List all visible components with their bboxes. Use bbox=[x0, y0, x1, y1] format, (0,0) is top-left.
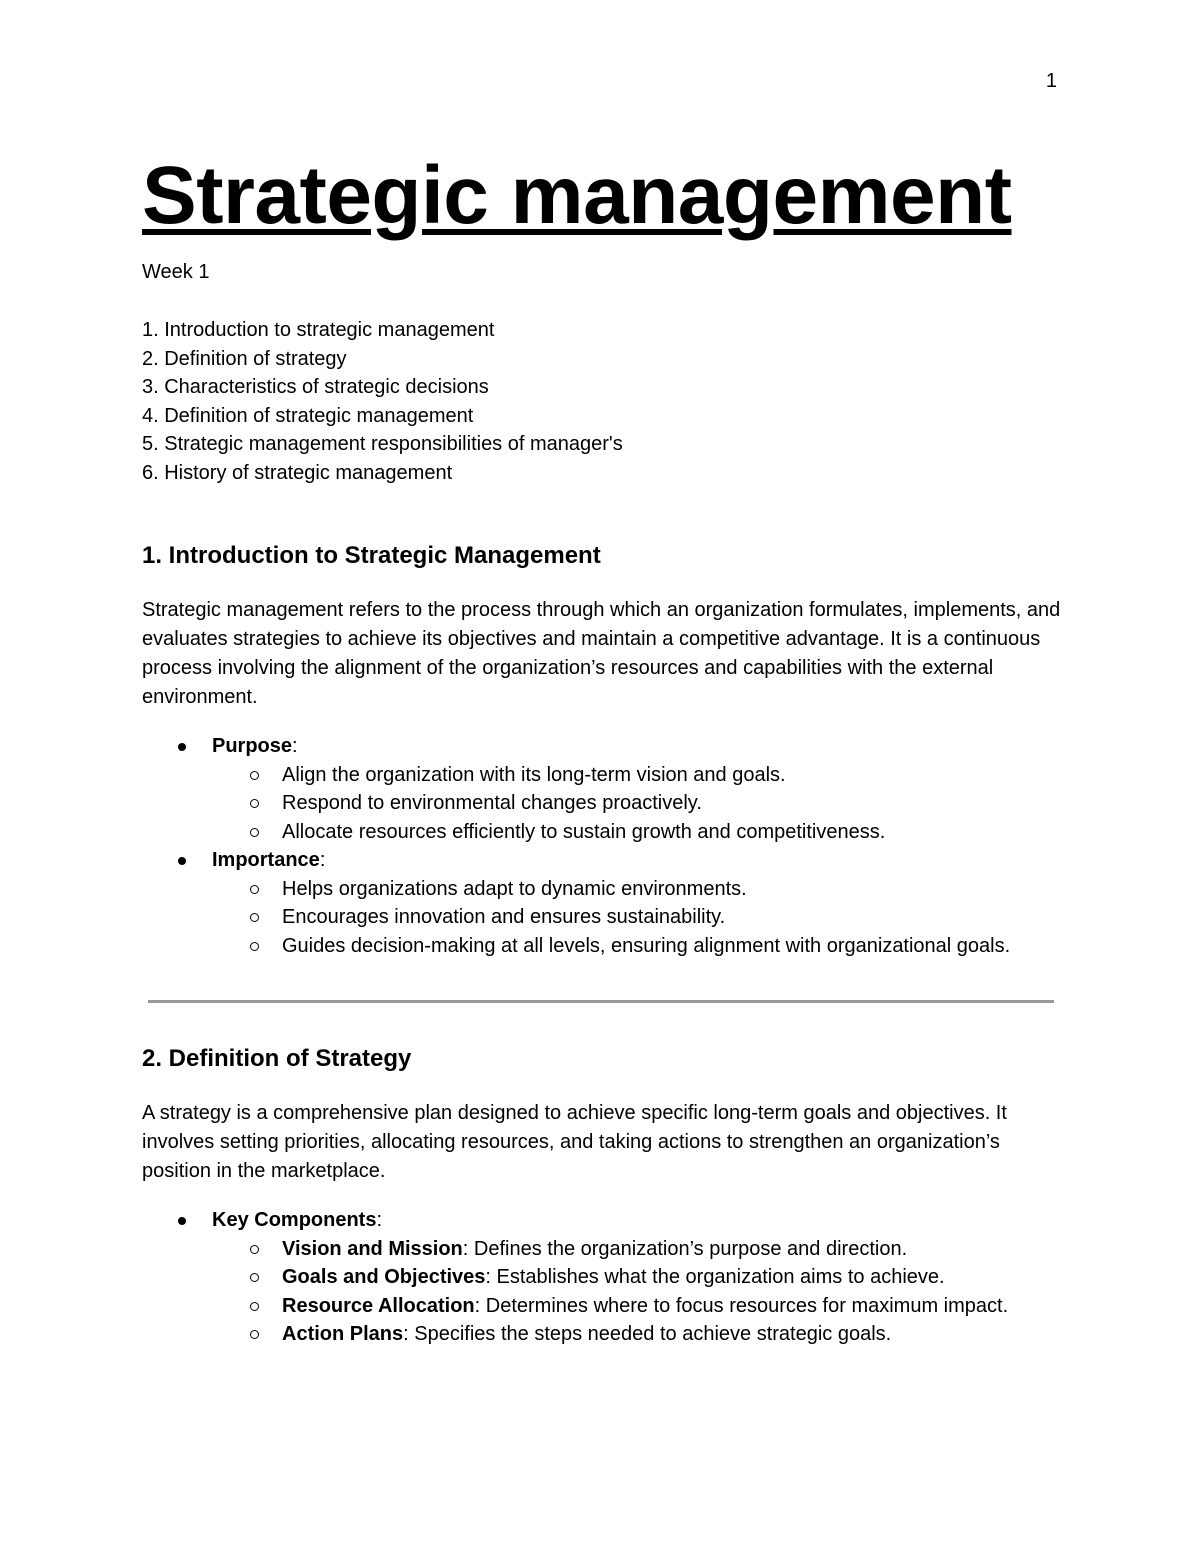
list-item bbox=[282, 932, 1062, 961]
toc-item: 6. History of strategic management bbox=[142, 461, 453, 484]
list-item bbox=[282, 818, 1062, 847]
bullet-circle-icon bbox=[250, 1273, 259, 1282]
list-item bbox=[282, 1235, 1062, 1264]
component-description: : Establishes what the organization aims to achieve. bbox=[485, 1266, 945, 1288]
list-item bbox=[282, 1320, 1062, 1349]
toc-item: 5. Strategic management responsibilities of manager's bbox=[142, 433, 623, 455]
bullet-circle-icon bbox=[250, 913, 259, 922]
bullet-circle-icon bbox=[250, 1302, 259, 1311]
component-term: Resource Allocation bbox=[282, 1294, 475, 1317]
bullet-disc-icon bbox=[178, 857, 186, 865]
toc-item: 2. Definition of strategy bbox=[142, 347, 347, 370]
section-paragraph-definition: A strategy is a comprehensive plan designed to achieve specific long-term goals and objectives. It involves setting priorities, allocating resources, and taking actions to strengthen an organization’s position in the marketplace. bbox=[142, 1102, 1007, 1182]
bullet-circle-icon bbox=[250, 1245, 259, 1254]
list-item-importance bbox=[212, 846, 1062, 960]
page-number: 1 bbox=[1045, 70, 1057, 92]
toc-item: 4. Definition of strategic management bbox=[142, 404, 474, 427]
list-item bbox=[282, 903, 1062, 932]
bullet-circle-icon bbox=[250, 799, 259, 808]
colon: : bbox=[319, 849, 326, 871]
list-item bbox=[282, 875, 1062, 904]
list-item-key-components bbox=[212, 1206, 1062, 1349]
component-description: : Determines where to focus resources for maximum impact. bbox=[474, 1294, 1009, 1317]
bullet-circle-icon bbox=[250, 942, 259, 951]
list-item bbox=[282, 1263, 1062, 1292]
importance-item-text: Guides decision-making at all levels, ensuring alignment with organizational goals. bbox=[282, 934, 1011, 957]
importance-item-text: Helps organizations adapt to dynamic environments. bbox=[282, 877, 747, 900]
section-heading-introduction: 1. Introduction to Strategic Management bbox=[142, 542, 601, 569]
definition-bullet-list bbox=[142, 1206, 1062, 1349]
key-components-label: Key Components bbox=[212, 1209, 377, 1231]
toc-item: 3. Characteristics of strategic decisions bbox=[142, 376, 489, 398]
bullet-circle-icon bbox=[250, 885, 259, 894]
bullet-circle-icon bbox=[250, 828, 259, 837]
list-item bbox=[282, 1292, 1062, 1321]
list-item bbox=[282, 789, 1062, 818]
purpose-item-text: Respond to environmental changes proactively. bbox=[282, 792, 702, 814]
document-title: Strategic management bbox=[142, 150, 1012, 241]
week-label: Week 1 bbox=[142, 261, 210, 283]
importance-sublist bbox=[212, 875, 1062, 961]
purpose-label: Purpose bbox=[212, 735, 293, 757]
list-item bbox=[282, 761, 1062, 790]
section-paragraph-introduction: Strategic management refers to the process through which an organization formulates, implements, and evaluates strategies to achieve its objectives and maintain a competitive advantage. It is a continuous process involving the alignment of the organization’s resources and capabilities with the external environment. bbox=[142, 599, 1061, 708]
purpose-item-text: Allocate resources efficiently to sustain growth and competitiveness. bbox=[282, 820, 886, 843]
component-term: Action Plans bbox=[282, 1323, 404, 1345]
list-item-purpose bbox=[212, 732, 1062, 846]
table-of-contents bbox=[142, 316, 1062, 487]
purpose-item-text: Align the organization with its long-term vision and goals. bbox=[282, 763, 786, 786]
colon: : bbox=[376, 1209, 383, 1231]
component-term: Goals and Objectives bbox=[282, 1266, 486, 1288]
document-body bbox=[142, 148, 1062, 1349]
importance-item-text: Encourages innovation and ensures sustainability. bbox=[282, 906, 726, 928]
introduction-bullet-list bbox=[142, 732, 1062, 960]
purpose-sublist bbox=[212, 761, 1062, 847]
horizontal-divider bbox=[148, 1000, 1054, 1003]
section-heading-definition: 2. Definition of Strategy bbox=[142, 1045, 412, 1072]
bullet-circle-icon bbox=[250, 1330, 259, 1339]
component-term: Vision and Mission bbox=[282, 1237, 463, 1260]
toc-item: 1. Introduction to strategic management bbox=[142, 319, 495, 341]
bullet-circle-icon bbox=[250, 771, 259, 780]
importance-label: Importance bbox=[212, 849, 320, 871]
bullet-disc-icon bbox=[178, 743, 186, 751]
key-components-sublist bbox=[212, 1235, 1062, 1349]
component-description: : Specifies the steps needed to achieve strategic goals. bbox=[403, 1323, 892, 1345]
colon: : bbox=[292, 735, 298, 757]
component-description: : Defines the organization’s purpose and direction. bbox=[462, 1237, 908, 1260]
bullet-disc-icon bbox=[178, 1217, 186, 1225]
